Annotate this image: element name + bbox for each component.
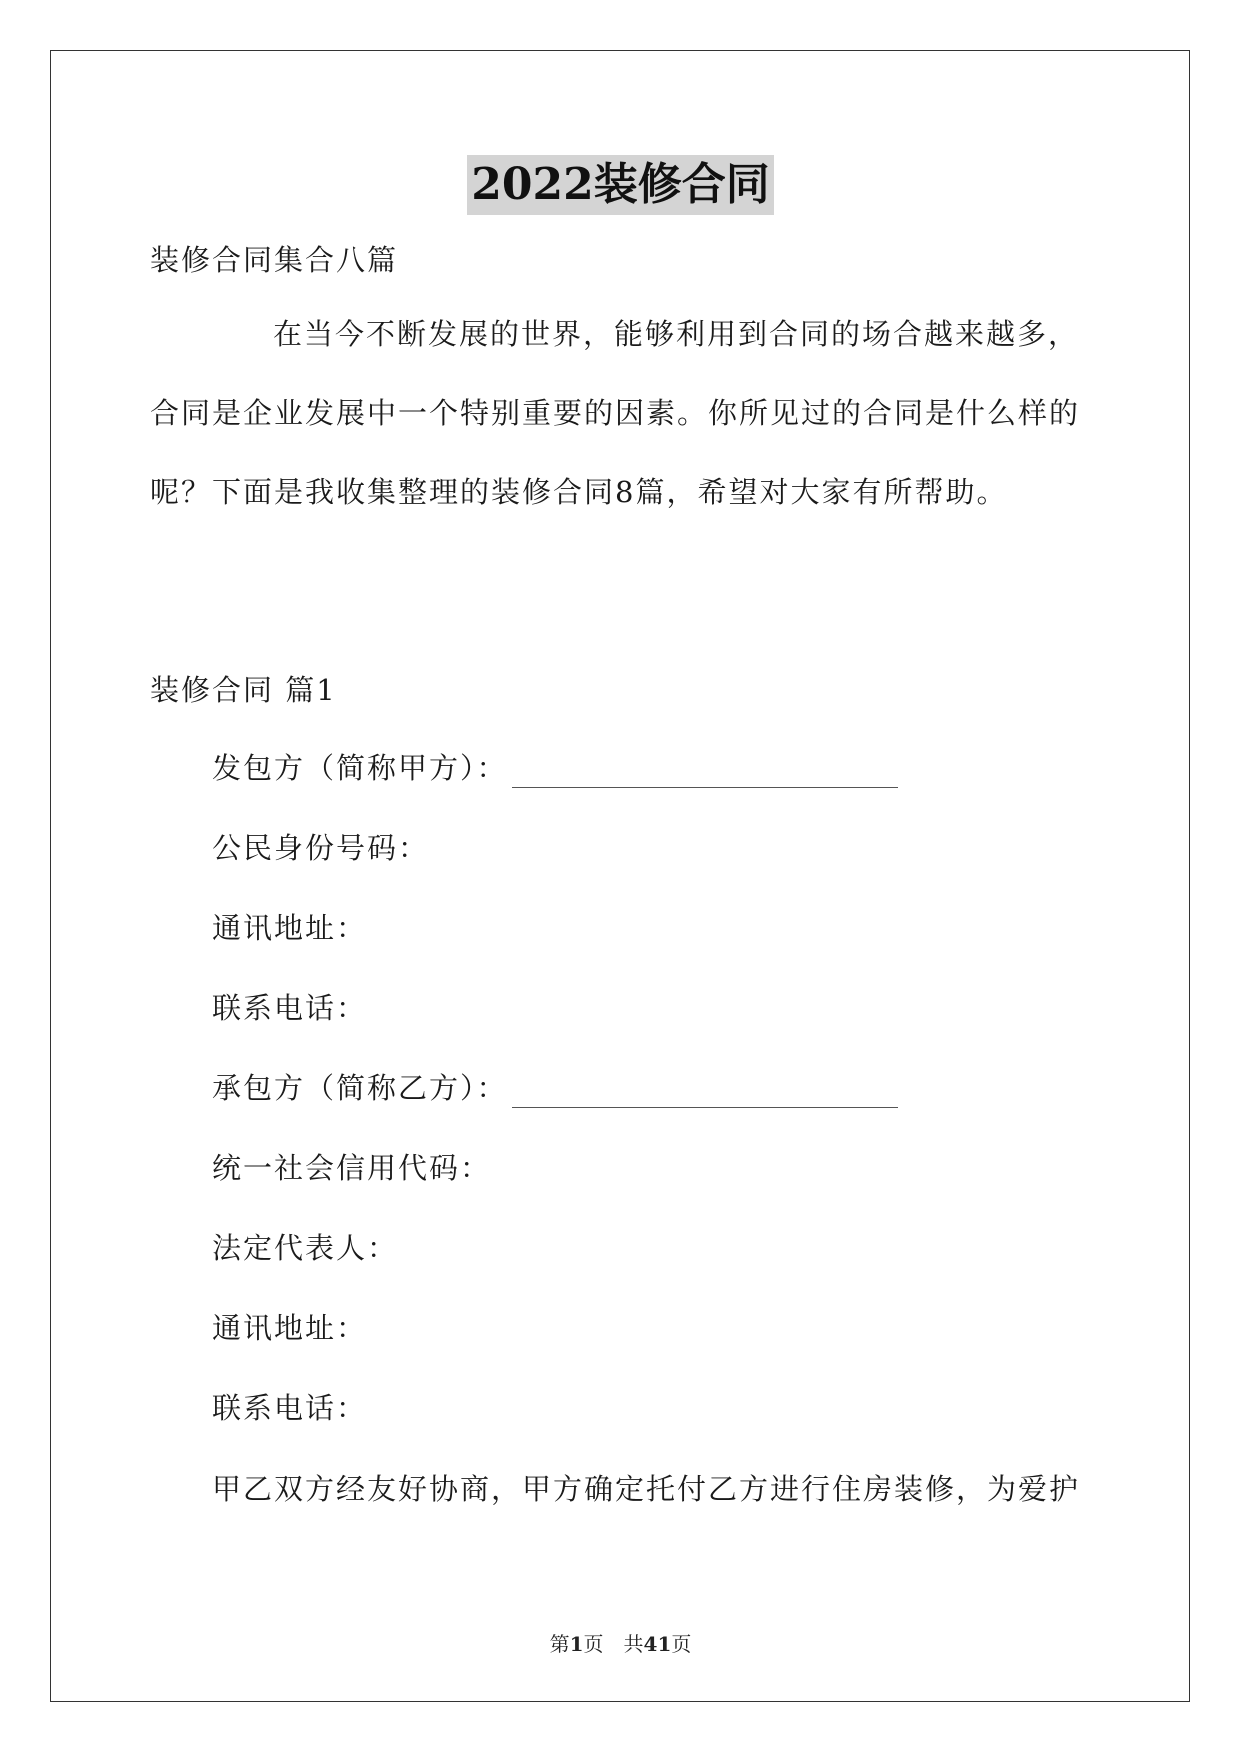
- field-party-b: [212, 1068, 898, 1108]
- field-id-number: 公民身份号码：: [212, 831, 430, 865]
- field-credit-code: 统一社会信用代码：: [212, 1151, 492, 1185]
- field-party-b-label: 承包方（简称乙方）：: [212, 1071, 508, 1105]
- field-address-a: 通讯地址：: [212, 911, 368, 945]
- footer-prefix: 第: [549, 1632, 570, 1656]
- footer-middle: 页 共: [583, 1632, 644, 1656]
- party-a-blank: [512, 757, 898, 788]
- footer-page-number: 1: [569, 1632, 584, 1656]
- body-line: 甲乙双方经友好协商，甲方确定托付乙方进行住房装修，为爱护: [212, 1472, 1081, 1506]
- intro-line-3: 呢？下面是我收集整理的装修合同8篇，希望对大家有所帮助。: [150, 475, 1008, 509]
- document-title-text: 2022装修合同: [467, 155, 773, 215]
- intro-line-2: 合同是企业发展中一个特别重要的因素。你所见过的合同是什么样的: [150, 396, 1081, 430]
- field-party-a: [212, 748, 898, 788]
- field-address-b: 通讯地址：: [212, 1311, 368, 1345]
- footer-total-pages: 41: [643, 1632, 672, 1656]
- field-party-a-label: 发包方（简称甲方）：: [212, 751, 508, 785]
- footer-suffix: 页: [671, 1632, 692, 1656]
- intro-line-1: 在当今不断发展的世界，能够利用到合同的场合越来越多，: [273, 317, 1080, 351]
- field-phone-b: 联系电话：: [212, 1391, 368, 1425]
- document-subtitle: 装修合同集合八篇: [150, 243, 399, 277]
- page-border: [50, 50, 1190, 1702]
- document-title: [0, 155, 1241, 215]
- section-heading: 装修合同 篇1: [150, 673, 337, 707]
- field-legal-rep: 法定代表人：: [212, 1231, 399, 1265]
- field-phone-a: 联系电话：: [212, 991, 368, 1025]
- page-footer: [0, 1628, 1241, 1657]
- party-b-blank: [512, 1077, 898, 1108]
